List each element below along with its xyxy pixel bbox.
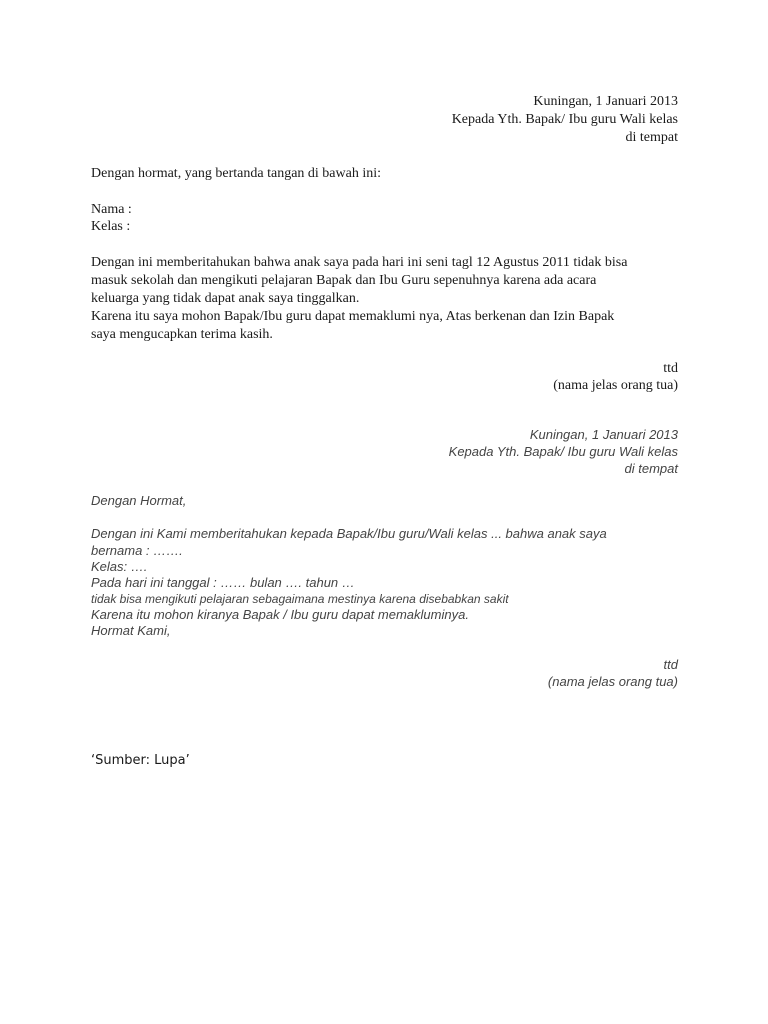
letter2-body-line: Hormat Kami, — [91, 623, 171, 638]
letter1-body-line: Karena itu saya mohon Bapak/Ibu guru dapat memaklumi nya, Atas berkenan dan Izin Bapak — [91, 309, 615, 324]
letter1-ttd: ttd — [663, 361, 678, 376]
letter2-body-line: Dengan ini Kami memberitahukan kepada Bapak/Ibu guru/Wali kelas ... bahwa anak saya — [91, 526, 607, 541]
letter2-body-line: Pada hari ini tanggal : …… bulan …. tahun … — [91, 575, 355, 590]
letter1-signer: (nama jelas orang tua) — [553, 378, 678, 393]
letter1-body-line: saya mengucapkan terima kasih. — [91, 327, 273, 342]
source-note: ‘Sumber: Lupa’ — [91, 753, 190, 768]
letter2-body-line: Karena itu mohon kiranya Bapak / Ibu guru dapat memakluminya. — [91, 607, 469, 622]
letter2-greeting: Dengan Hormat, — [91, 493, 187, 508]
letter2-date: Kuningan, 1 Januari 2013 — [529, 427, 678, 442]
letter1-body-line: Dengan ini memberitahukan bahwa anak saya pada hari ini seni tagl 12 Agustus 2011 tidak bisa — [91, 255, 628, 270]
letter2-ttd: ttd — [663, 657, 678, 672]
letter1-kelas-label: Kelas : — [91, 219, 131, 234]
letter2-body-line: tidak bisa mengikuti pelajaran sebagaimana mestinya karena disebabkan sakit — [91, 592, 509, 606]
letter1-place: di tempat — [625, 130, 678, 145]
letter1-body-line: masuk sekolah dan mengikuti pelajaran Bapak dan Ibu Guru sepenuhnya karena ada acara — [91, 273, 597, 288]
letter1-greeting: Dengan hormat, yang bertanda tangan di bawah ini: — [91, 166, 382, 181]
letter2-signer: (nama jelas orang tua) — [547, 674, 678, 689]
letter1-body-line: keluarga yang tidak dapat anak saya tinggalkan. — [91, 291, 360, 306]
letter2-place: di tempat — [624, 461, 678, 476]
letter1-nama-label: Nama : — [91, 202, 132, 217]
letter1-date: Kuningan, 1 Januari 2013 — [533, 94, 678, 109]
letter2-recipient: Kepada Yth. Bapak/ Ibu guru Wali kelas — [448, 444, 678, 459]
letter1-recipient: Kepada Yth. Bapak/ Ibu guru Wali kelas — [451, 112, 678, 127]
letter2-body-line: bernama : ……. — [91, 543, 183, 558]
letter2-body-line: Kelas: …. — [91, 559, 148, 574]
